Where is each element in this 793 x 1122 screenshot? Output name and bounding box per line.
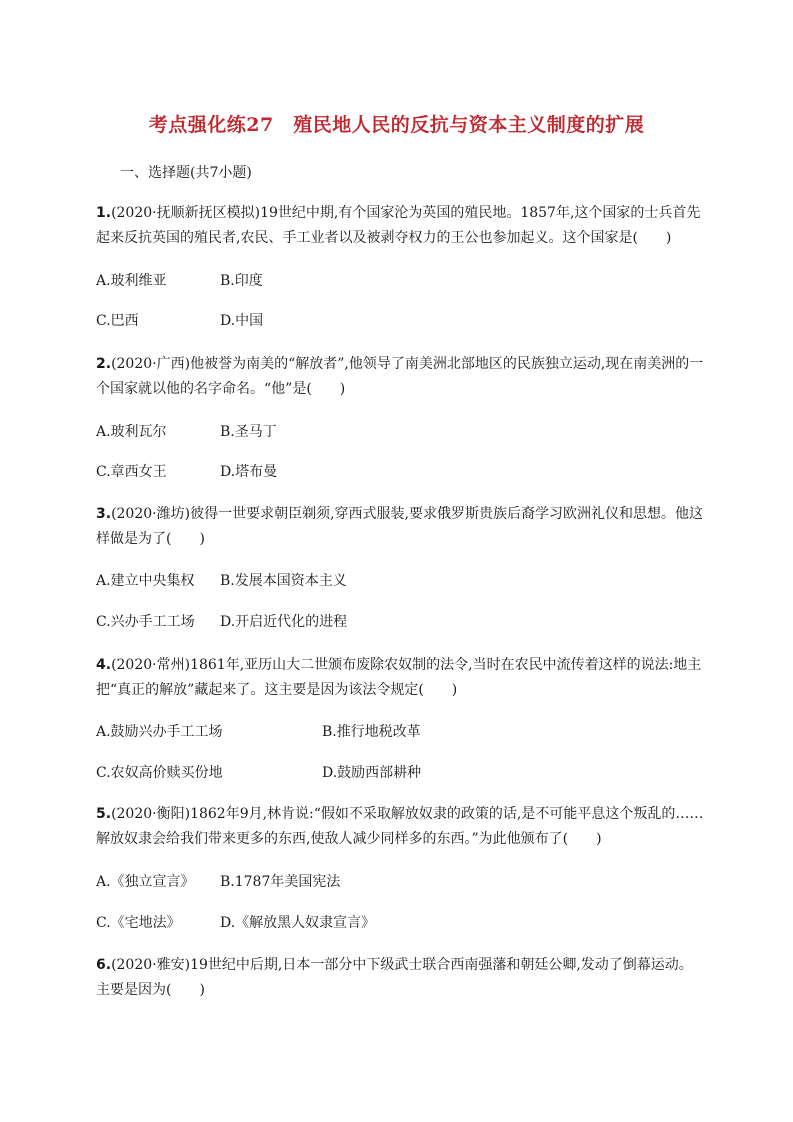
question-number: 4. [96, 657, 112, 673]
option-d: D.塔布曼 [220, 464, 278, 480]
question-text: (2020·广西)他被誉为南美的“解放者”,他领导了南美洲北部地区的民族独立运动,现在南美洲的一个国家就以他的名字命名。“他”是( ) [96, 356, 704, 397]
option-c: C.农奴高价赎买份地 [96, 765, 223, 781]
question-2 [96, 352, 706, 402]
question-number: 5. [96, 806, 112, 822]
question-6 [96, 953, 706, 1003]
option-b: B.推行地税改革 [322, 724, 421, 740]
option-a: A.玻利维亚 [96, 273, 167, 289]
option-a: A.《独立宣言》 [96, 874, 195, 890]
option-c: C.兴办手工工场 [96, 614, 195, 630]
question-5 [96, 802, 706, 852]
question-3 [96, 502, 706, 552]
question-number: 1. [96, 205, 112, 221]
page-title: 考点强化练27 殖民地人民的反抗与资本主义制度的扩展 [148, 114, 645, 136]
question-1 [96, 201, 706, 251]
question-text: (2020·潍坊)彼得一世要求朝臣剃须,穿西式服装,要求俄罗斯贵族后裔学习欧洲礼仪和思想。他这样做是为了( ) [96, 506, 703, 547]
option-b: B.圣马丁 [220, 424, 277, 440]
question-number: 3. [96, 506, 112, 522]
question-text: (2020·雅安)19世纪中后期,日本一部分中下级武士联合西南强藩和朝廷公卿,发动了倒幕运动。主要是因为( ) [96, 957, 693, 998]
option-c: C.《宅地法》 [96, 915, 181, 931]
option-d: D.鼓励西部耕种 [322, 765, 422, 781]
option-d: D.《解放黑人奴隶宣言》 [220, 915, 376, 931]
option-a: A.玻利瓦尔 [96, 424, 167, 440]
option-d: D.中国 [220, 313, 264, 329]
option-c: C.巴西 [96, 313, 139, 329]
option-a: A.鼓励兴办手工工场 [96, 724, 223, 740]
option-b: B.发展本国资本主义 [220, 573, 347, 589]
question-number: 2. [96, 356, 112, 372]
option-b: B.印度 [220, 273, 263, 289]
option-c: C.章西女王 [96, 464, 167, 480]
question-number: 6. [96, 957, 112, 973]
question-text: (2020·抚顺新抚区模拟)19世纪中期,有个国家沦为英国的殖民地。1857年,这个国家的士兵首先起来反抗英国的殖民者,农民、手工业者以及被剥夺权力的王公也参加起义。这个国家是( ) [96, 205, 701, 246]
option-d: D.开启近代化的进程 [220, 614, 348, 630]
question-text: (2020·衡阳)1862年9月,林肯说:“假如不采取解放奴隶的政策的话,是不可能平息这个叛乱的……解放奴隶会给我们带来更多的东西,使敌人减少同样多的东西。”为此他颁布了( ) [96, 806, 704, 847]
section-heading: 一、选择题(共7小题) [120, 165, 252, 181]
question-4 [96, 653, 706, 703]
option-b: B.1787年美国宪法 [220, 874, 341, 890]
option-a: A.建立中央集权 [96, 573, 195, 589]
question-text: (2020·常州)1861年,亚历山大二世颁布废除农奴制的法令,当时在农民中流传着这样的说法:地主把“真正的解放”藏起来了。这主要是因为该法令规定( ) [96, 657, 702, 698]
